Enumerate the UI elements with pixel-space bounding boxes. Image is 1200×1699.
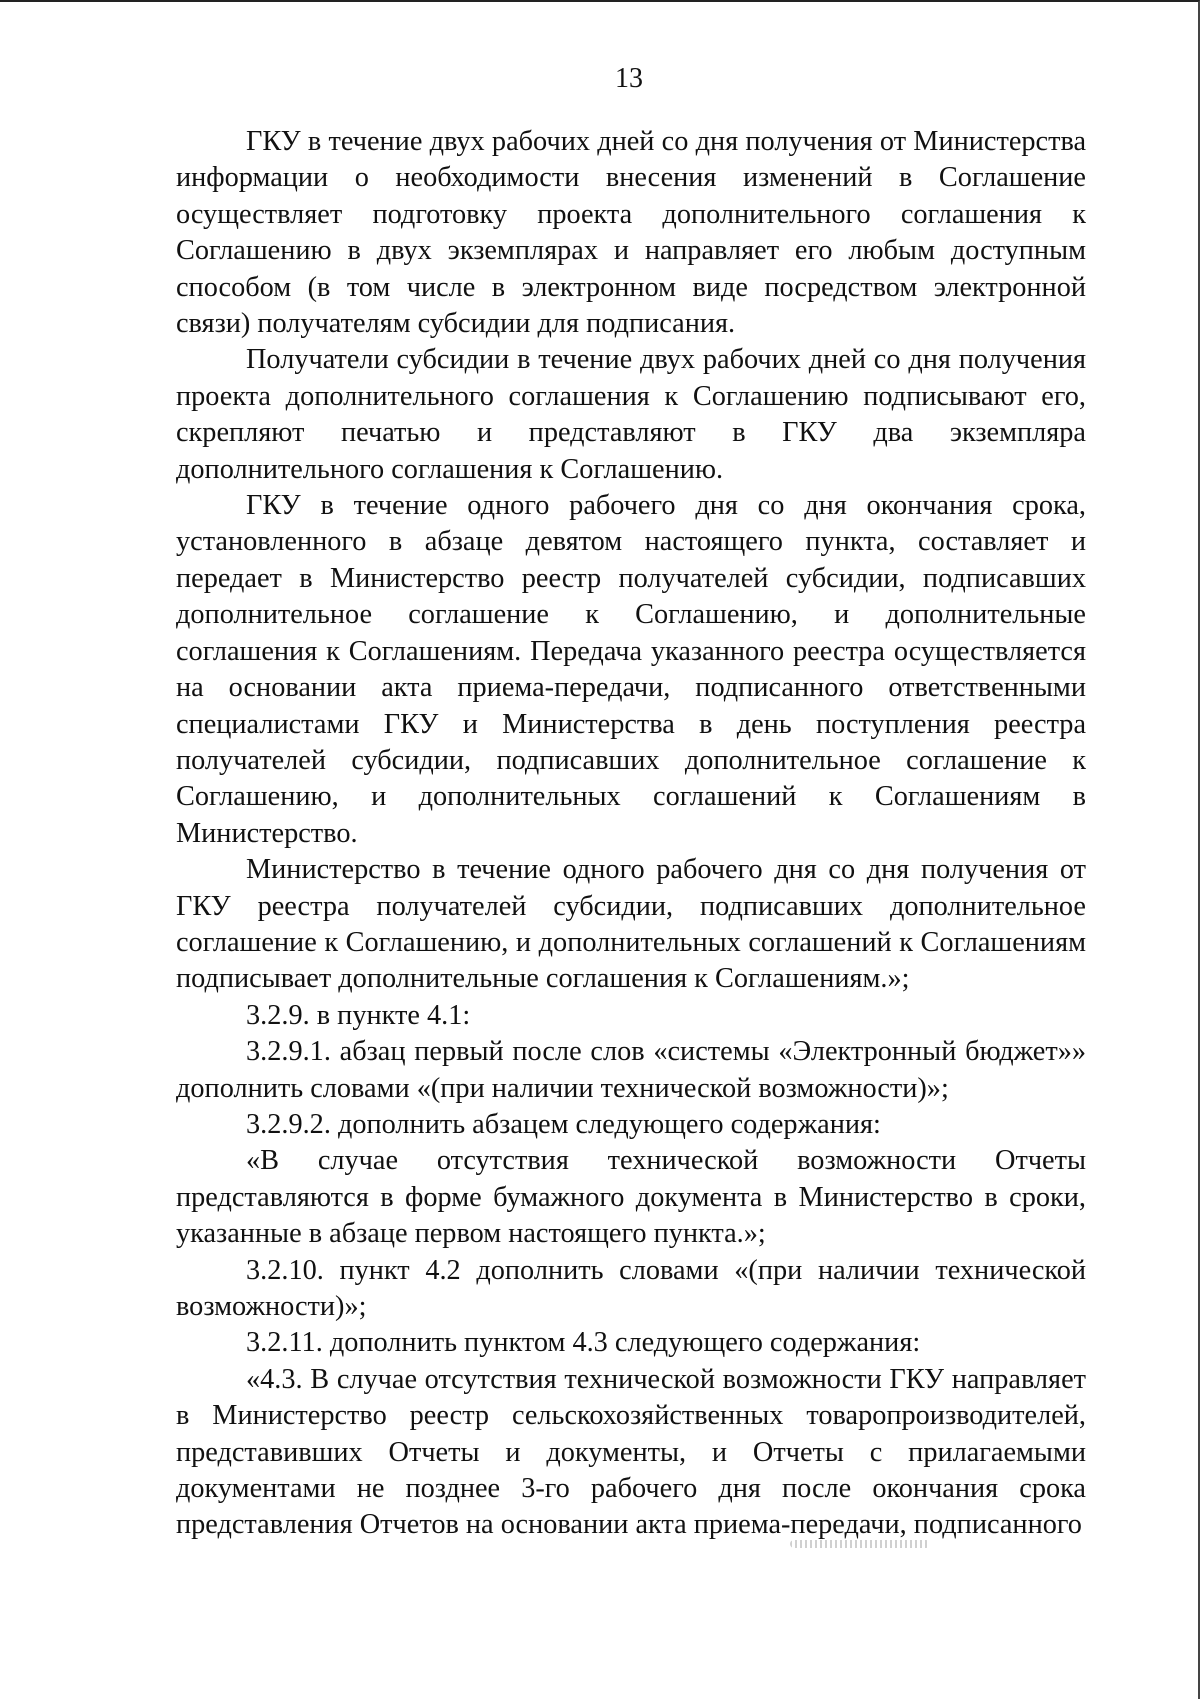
- paragraph: 3.2.9.1. абзац первый после слов «системы «Электронный бюджет»» дополнить словами «(при наличии технической возможности)»;: [176, 1036, 1086, 1104]
- paragraph: 3.2.11. дополнить пунктом 4.3 следующего содержания:: [246, 1327, 921, 1359]
- paragraph: 3.2.9.2. дополнить абзацем следующего содержания:: [246, 1108, 881, 1140]
- paragraph: ГКУ в течение одного рабочего дня со дня окончания срока, установленного в абзаце девятом настоящего пункта, составляет и передает в Министерство реестр получателей субсидии, подписавших дополнительное соглашение к Соглашению, и дополнительные соглашения к Соглашениям. Передача указанного реестра осуществляется на основании акта приема-передачи, подписанного ответственными специалистами ГКУ и Министерства в день поступления реестра получателей субсидии, подписавших дополнительное соглашение к Соглашению, и дополнительных соглашений к Соглашениям в Министерство.: [176, 490, 1086, 849]
- page-number: 13: [615, 63, 643, 94]
- paragraph: Министерство в течение одного рабочего дня со дня получения от ГКУ реестра получателей субсидии, подписавших дополнительное соглашение к Соглашению, и дополнительных соглашений к Соглашениям подписывает дополнительные соглашения к Соглашениям.»;: [176, 854, 1086, 995]
- paragraph: 3.2.9. в пункте 4.1:: [246, 999, 471, 1031]
- paragraph: «В случае отсутствия технической возможности Отчеты представляются в форме бумажного документа в Министерство в сроки, указанные в абзаце первом настоящего пункта.»;: [176, 1145, 1086, 1250]
- document-body: [176, 124, 1086, 1544]
- paragraph: ГКУ в течение двух рабочих дней со дня получения от Министерства информации о необходимости внесения изменений в Соглашение осуществляет подготовку проекта дополнительного соглашения к Соглашению в двух экземплярах и направляет его любым доступным способом (в том числе в электронном виде посредством электронной связи) получателям субсидии для подписания.: [176, 126, 1086, 340]
- paragraph: Получатели субсидии в течение двух рабочих дней со дня получения проекта дополнительного соглашения к Соглашению подписывают его, скрепляют печатью и представляют в ГКУ два экземпляра дополнительного соглашения к Соглашению.: [176, 344, 1086, 485]
- paragraph: 3.2.10. пункт 4.2 дополнить словами «(при наличии технической возможности)»;: [176, 1254, 1086, 1322]
- scan-artifact: [790, 1540, 930, 1548]
- paragraph: «4.3. В случае отсутствия технической возможности ГКУ направляет в Министерство реестр сельскохозяйственных товаропроизводителей, представивших Отчеты и документы, и Отчеты с прилагаемыми документами не позднее 3-го рабочего дня после окончания срока представления Отчетов на основании акта приема-передачи, подписанного: [176, 1363, 1086, 1541]
